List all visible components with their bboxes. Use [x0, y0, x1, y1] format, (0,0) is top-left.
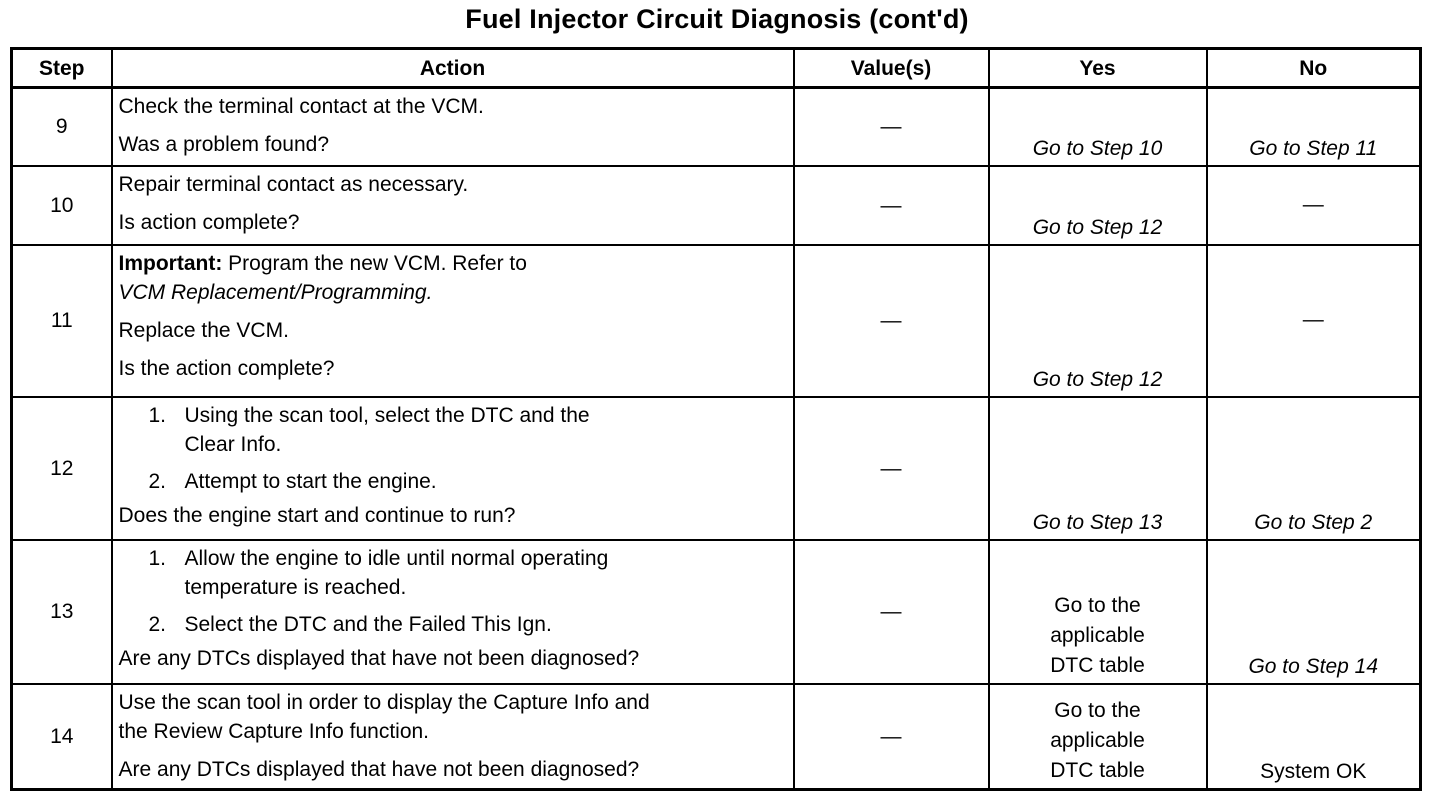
list-item	[149, 610, 787, 639]
yes-cell: Go to Step 12	[989, 245, 1207, 397]
header-yes: Yes	[989, 49, 1207, 88]
list-number: 2.	[148, 612, 167, 636]
action-question: Does the engine start and continue to run?	[118, 503, 516, 527]
yes-text-line: applicable	[1050, 729, 1145, 752]
no-cell: Go to Step 14	[1207, 540, 1421, 684]
list-text-line: Clear Info.	[184, 432, 282, 456]
diagnosis-table	[10, 47, 1422, 791]
step-number: 10	[12, 166, 112, 245]
important-text: Program the new VCM. Refer to	[222, 251, 527, 275]
yes-cell: Go to Step 10	[989, 88, 1207, 166]
value-cell: —	[794, 540, 989, 684]
action-text: Check the terminal contact at the VCM.	[118, 95, 484, 118]
action-steps-list	[119, 544, 787, 639]
action-text: Repair terminal contact as necessary.	[118, 172, 469, 196]
action-cell	[112, 245, 794, 397]
header-values: Value(s)	[794, 49, 989, 88]
no-cell: —	[1207, 245, 1421, 397]
list-item	[149, 467, 787, 496]
yes-text-line: Go to the	[1054, 593, 1141, 617]
action-question: Are any DTCs displayed that have not been diagnosed?	[118, 757, 640, 781]
step-number: 9	[12, 88, 112, 166]
yes-cell	[989, 684, 1207, 790]
list-text: Attempt to start the engine.	[184, 469, 437, 493]
action-cell	[112, 88, 794, 166]
list-number: 1.	[148, 546, 167, 570]
value-cell: —	[794, 397, 989, 540]
header-no: No	[1207, 49, 1421, 88]
yes-cell: Go to Step 13	[989, 397, 1207, 540]
action-question: Is the action complete?	[118, 356, 335, 380]
list-text-line: Allow the engine to idle until normal operating	[184, 546, 609, 570]
no-cell: System OK	[1207, 684, 1421, 790]
list-text	[185, 544, 609, 602]
table-row	[12, 166, 1421, 245]
action-text: the Review Capture Info function.	[118, 719, 430, 743]
action-text: Replace the VCM.	[118, 318, 289, 342]
step-number: 11	[12, 245, 112, 397]
step-number: 14	[12, 684, 112, 790]
table-header-row	[12, 49, 1421, 88]
table-row	[12, 540, 1421, 684]
yes-text-line: Go to the	[1054, 699, 1141, 722]
header-step: Step	[12, 49, 112, 88]
list-text: Select the DTC and the Failed This Ign.	[184, 612, 552, 636]
action-cell	[112, 166, 794, 245]
action-question: Are any DTCs displayed that have not been diagnosed?	[118, 646, 640, 670]
table-row	[12, 397, 1421, 540]
table-row	[12, 88, 1421, 166]
action-steps-list	[119, 401, 787, 496]
important-note	[119, 249, 787, 278]
list-number: 2.	[148, 469, 167, 493]
list-item	[149, 544, 787, 602]
value-cell: —	[794, 166, 989, 245]
yes-cell: Go to Step 12	[989, 166, 1207, 245]
value-cell: —	[794, 88, 989, 166]
table-row	[12, 245, 1421, 397]
page-title: Fuel Injector Circuit Diagnosis (cont'd)	[465, 4, 969, 34]
action-question: Is action complete?	[118, 210, 300, 234]
no-cell: Go to Step 2	[1207, 397, 1421, 540]
important-label: Important:	[118, 251, 223, 275]
no-cell: Go to Step 11	[1207, 88, 1421, 166]
value-cell: —	[794, 245, 989, 397]
action-question: Was a problem found?	[118, 133, 330, 156]
list-text-line: temperature is reached.	[184, 575, 407, 599]
reference-text: VCM Replacement/Programming.	[118, 280, 433, 304]
value-cell: —	[794, 684, 989, 790]
list-item	[149, 401, 787, 459]
yes-cell	[989, 540, 1207, 684]
action-cell	[112, 397, 794, 540]
header-action: Action	[112, 49, 794, 88]
step-number: 12	[12, 397, 112, 540]
list-text-line: Using the scan tool, select the DTC and the	[184, 403, 590, 427]
step-number: 13	[12, 540, 112, 684]
action-cell	[112, 540, 794, 684]
no-cell: —	[1207, 166, 1421, 245]
action-cell	[112, 684, 794, 790]
list-text	[185, 401, 590, 459]
yes-text-line: applicable	[1050, 623, 1145, 647]
yes-text-line: DTC table	[1050, 759, 1145, 782]
table-row	[12, 684, 1421, 790]
list-number: 1.	[148, 403, 167, 427]
yes-text-line: DTC table	[1050, 653, 1145, 677]
action-text: Use the scan tool in order to display the Capture Info and	[118, 690, 650, 714]
